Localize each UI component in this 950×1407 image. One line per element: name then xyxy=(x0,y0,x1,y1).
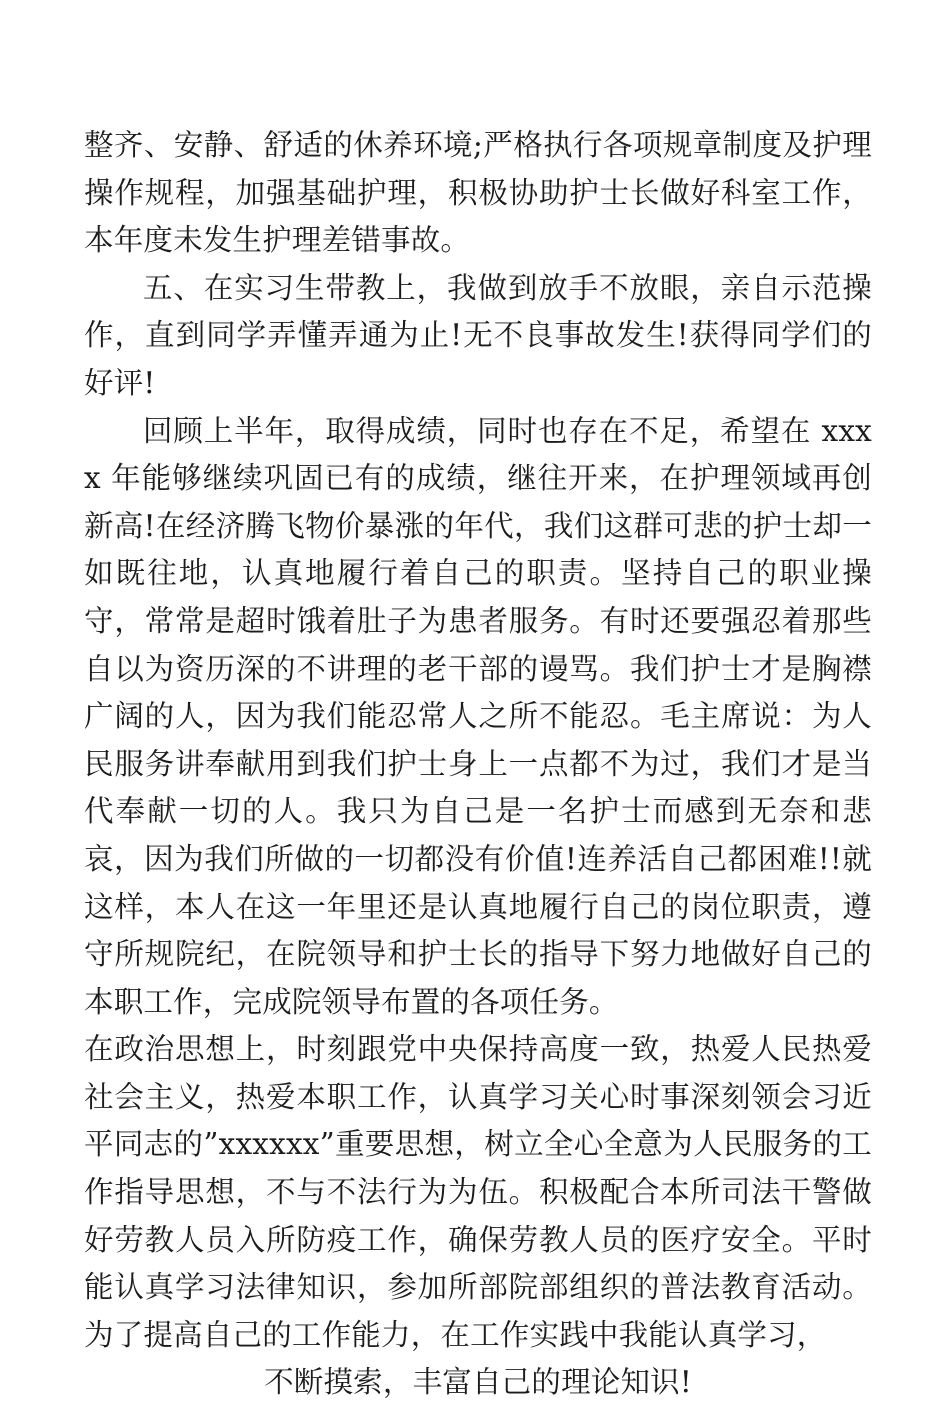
paragraph-5-closing-line: 不断摸索，丰富自己的理论知识! xyxy=(264,1365,692,1400)
paragraph-2: 五、在实习生带教上，我做到放手不放眼，亲自示范操作，直到同学弄懂弄通为止!无不良事故发生!获得同学们的好评! xyxy=(84,270,872,400)
document-text-body xyxy=(84,122,872,1407)
paragraph-4: 在政治思想上，时刻跟党中央保持高度一致，热爱人民热爱社会主义，热爱本职工作，认真学习关心时事深刻领会习近平同志的”xxxxxx”重要思想，树立全心全意为人民服务的工作指导思想，不与不法行为为伍。积极配合本所司法干警做好劳教人员入所防疫工作，确保劳教人员的医疗安全。平时能认真学习法律知识，参加所部院部组织的普法教育活动。为了提高自己的工作能力，在工作实践中我能认真学习， xyxy=(84,1032,872,1352)
paragraph-1: 整齐、安静、舒适的休养环境;严格执行各项规章制度及护理操作规程，加强基础护理，积极协助护士长做好科室工作，本年度未发生护理差错事故。 xyxy=(84,128,872,258)
paragraph-3: 回顾上半年，取得成绩，同时也存在不足，希望在 xxxx 年能够继续巩固已有的成绩，继往开来，在护理领域再创新高!在经济腾飞物价暴涨的年代，我们这群可悲的护士却一如既往地，认真地履行着自己的职责。坚持自己的职业操守，常常是超时饿着肚子为患者服务。有时还要强忍着那些自以为资历深的不讲理的老干部的谩骂。我们护士才是胸襟广阔的人，因为我们能忍常人之所不能忍。毛主席说：为人民服务讲奉献用到我们护士身上一点都不为过，我们才是当代奉献一切的人。我只为自己是一名护士而感到无奈和悲哀，因为我们所做的一切都没有价值!连养活自己都困难!!就这样，本人在这一年里还是认真地履行自己的岗位职责，遵守所规院纪，在院领导和护士长的指导下努力地做好自己的本职工作，完成院领导布置的各项任务。 xyxy=(84,413,872,1019)
